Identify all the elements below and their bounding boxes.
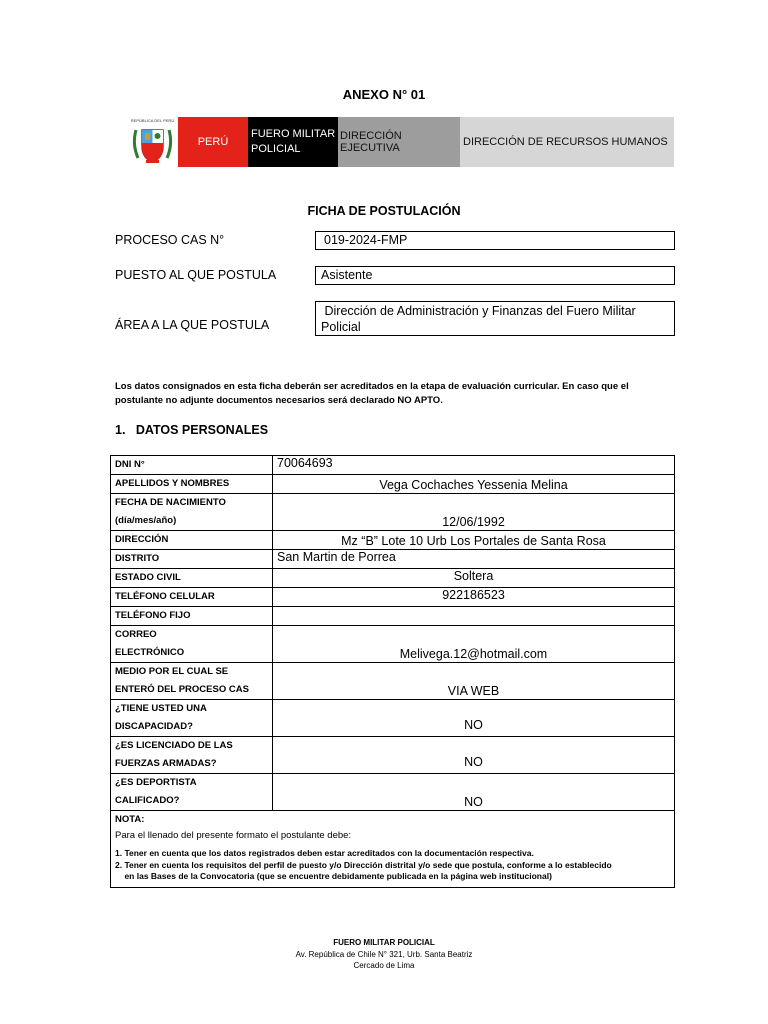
fijo-label: TELÉFONO FIJO — [111, 607, 273, 626]
discapacidad-label-line1: ¿TIENE USTED UNA — [115, 703, 207, 714]
table-row — [111, 663, 675, 700]
ficha-title: FICHA DE POSTULACIÓN — [307, 204, 461, 218]
shield-icon — [130, 124, 175, 166]
correo-label — [111, 626, 273, 663]
correo-label-line1: CORREO — [115, 629, 157, 640]
fecha-label-line2: (día/mes/año) — [115, 515, 177, 526]
distrito-value: San Martin de Porrea — [273, 550, 675, 569]
table-row — [111, 588, 675, 607]
institutional-banner — [127, 117, 674, 167]
banner-fmp-line1: FUERO MILITAR — [251, 128, 336, 140]
banner-fuero-militar — [248, 117, 338, 167]
table-row — [111, 569, 675, 588]
dni-value: 70064693 — [273, 456, 675, 475]
dni-label: DNI N° — [111, 456, 273, 475]
proceso-field: 019-2024-FMP — [315, 231, 675, 250]
banner-peru: PERÚ — [178, 117, 248, 167]
discapacidad-label-line2: DISCAPACIDAD? — [115, 721, 193, 732]
nota-item-1: 1. Tener en cuenta que los datos registrados deben estar acreditados con la documentación respectiva. — [115, 848, 534, 858]
table-row — [111, 531, 675, 550]
coat-of-arms-logo — [127, 117, 178, 167]
table-row — [111, 475, 675, 494]
medio-value: VIA WEB — [273, 663, 675, 700]
table-row — [111, 456, 675, 475]
licenciado-label-line1: ¿ES LICENCIADO DE LAS — [115, 740, 233, 751]
distrito-label: DISTRITO — [111, 550, 273, 569]
direccion-label: DIRECCIÓN — [111, 531, 273, 550]
discapacidad-label — [111, 700, 273, 737]
nota-item-2-line1: 2. Tener en cuenta los requisitos del perfil de puesto y/o Dirección distrital y/o sede que postula, conforme a lo establecido — [115, 859, 612, 870]
section-title: 1. DATOS PERSONALES — [115, 423, 269, 437]
medio-label — [111, 663, 273, 700]
fijo-value — [273, 607, 675, 626]
proceso-label: PROCESO CAS N° — [115, 233, 225, 247]
personal-data-table — [110, 455, 675, 888]
nota-item-2-line2: en las Bases de la Convocatoria (que se encuentre debidamente publicada en la página web institucional) — [115, 871, 552, 881]
banner-recursos-humanos: DIRECCIÓN DE RECURSOS HUMANOS — [460, 117, 674, 167]
fecha-label — [111, 494, 273, 531]
celular-label: TELÉFONO CELULAR — [111, 588, 273, 607]
estado-civil-label: ESTADO CIVIL — [111, 569, 273, 588]
area-field — [315, 301, 675, 336]
table-row — [111, 626, 675, 663]
correo-value: Melivega.12@hotmail.com — [273, 626, 675, 663]
annex-title: ANEXO N° 01 — [342, 87, 426, 102]
banner-fmp-line2: POLICIAL — [251, 143, 301, 155]
table-row — [111, 811, 675, 888]
celular-value: 922186523 — [273, 588, 675, 607]
banner-direccion-ejecutiva: DIRECCIÓN EJECUTIVA — [338, 117, 460, 167]
puesto-field: Asistente — [315, 266, 675, 285]
table-row — [111, 494, 675, 531]
deportista-label-line2: CALIFICADO? — [115, 795, 180, 806]
table-row — [111, 550, 675, 569]
medio-label-line1: MEDIO POR EL CUAL SE — [115, 666, 229, 677]
puesto-label: PUESTO AL QUE POSTULA — [115, 268, 277, 282]
table-row — [111, 700, 675, 737]
licenciado-label — [111, 737, 273, 774]
notice-text: Los datos consignados en esta ficha deberán ser acreditados en la etapa de evaluación curricular. En caso que el postulante no adjunte documentos necesarios será declarado NO APTO. — [115, 381, 629, 406]
direccion-value: Mz “B” Lote 10 Urb Los Portales de Santa Rosa — [273, 531, 675, 550]
medio-label-line2: ENTERÓ DEL PROCESO CAS — [115, 684, 249, 695]
fecha-value: 12/06/1992 — [273, 494, 675, 531]
footer — [0, 937, 768, 972]
licenciado-value: NO — [273, 737, 675, 774]
deportista-label-line1: ¿ES DEPORTISTA — [115, 777, 197, 788]
nota-intro: Para el llenado del presente formato el postulante debe: — [115, 830, 352, 841]
table-row — [111, 774, 675, 811]
estado-civil-value: Soltera — [273, 569, 675, 588]
licenciado-label-line2: FUERZAS ARMADAS? — [115, 758, 217, 769]
table-row — [111, 607, 675, 626]
footer-org: FUERO MILITAR POLICIAL — [333, 938, 435, 947]
deportista-value: NO — [273, 774, 675, 811]
apellidos-label: APELLIDOS Y NOMBRES — [111, 475, 273, 494]
footer-city: Cercado de Lima — [353, 961, 415, 970]
area-value-line2: Policial — [321, 320, 361, 334]
table-row — [111, 737, 675, 774]
footer-address: Av. República de Chile N° 321, Urb. Santa Beatriz — [295, 949, 473, 959]
correo-label-line2: ELECTRÓNICO — [115, 647, 185, 658]
deportista-label — [111, 774, 273, 811]
crest-caption: REPÚBLICA DEL PERÚ — [130, 118, 175, 123]
nota-title: NOTA: — [115, 814, 145, 825]
area-label: ÁREA A LA QUE POSTULA — [115, 318, 270, 332]
apellidos-value: Vega Cochaches Yessenia Melina — [273, 475, 675, 494]
nota-cell — [111, 811, 675, 888]
discapacidad-value: NO — [273, 700, 675, 737]
area-value-line1: Dirección de Administración y Finanzas del Fuero Militar — [321, 304, 636, 318]
fecha-label-line1: FECHA DE NACIMIENTO — [115, 497, 226, 508]
